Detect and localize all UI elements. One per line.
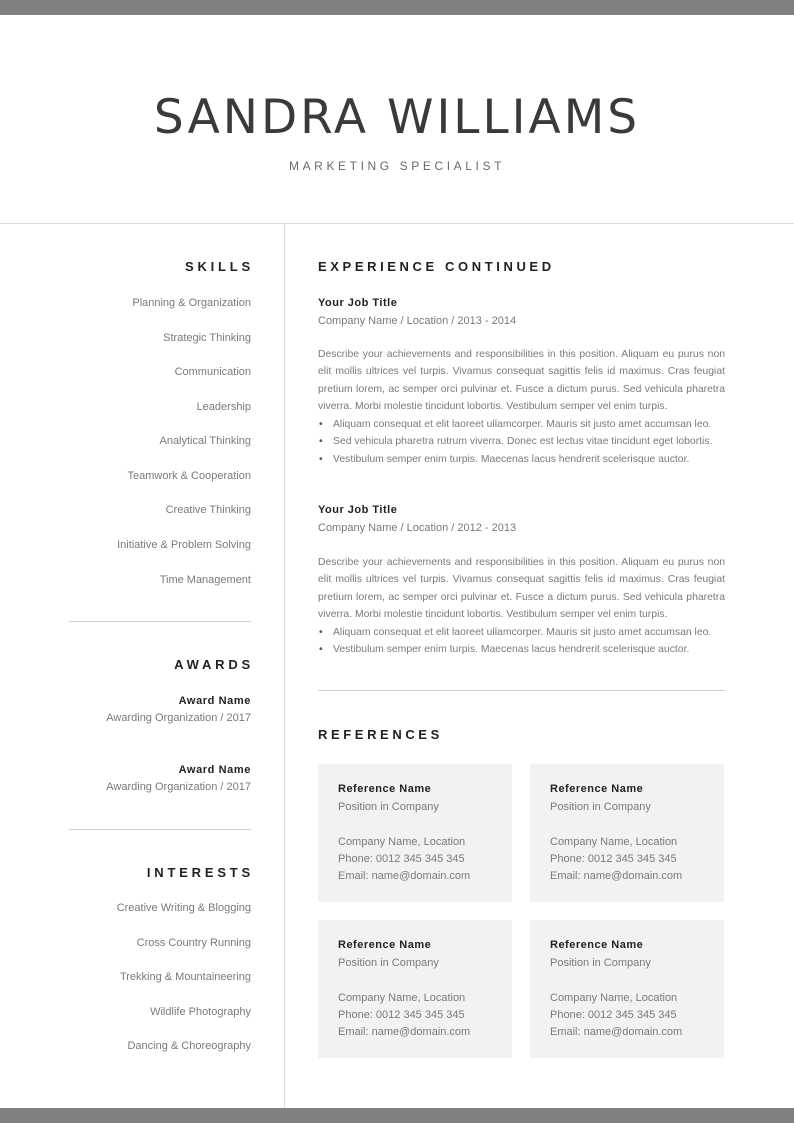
reference-company: Company Name, Location [550, 836, 678, 848]
experience-heading: EXPERIENCE CONTINUED [318, 259, 555, 274]
job-description: Describe your achievements and responsibilities in this position. Aliquam eu purus non elit mollis ultrices vel turpis. Vivamus consequat sagittis felis id maximus. Cras feugiat pretium lorem, ac semper orci pulvinar et. Fusce a dictum purus. Sed vehicula pharetra viverra. Morbi molestie tincidunt lobortis. Vestibulum semper vel enim turpis. [318, 349, 725, 413]
bottom-bar [0, 1108, 794, 1123]
reference-card [318, 764, 512, 902]
skill-item: Initiative & Problem Solving [117, 539, 251, 551]
reference-email: Email: name@domain.com [550, 870, 683, 882]
skill-item: Communication [174, 366, 251, 378]
award-name: Award Name [178, 695, 251, 707]
reference-email: Email: name@domain.com [550, 1026, 683, 1038]
skill-item: Planning & Organization [132, 297, 251, 309]
reference-phone: Phone: 0012 345 345 345 [338, 853, 465, 865]
job-role: MARKETING SPECIALIST [288, 159, 506, 173]
award-name: Award Name [178, 764, 251, 776]
job-company: Company Name / Location / 2012 - 2013 [318, 522, 517, 534]
skills-divider [69, 621, 251, 622]
reference-email: Email: name@domain.com [338, 870, 471, 882]
column-divider [284, 224, 285, 1108]
award-organization: Awarding Organization / 2017 [106, 712, 251, 724]
experience-divider [318, 690, 725, 691]
reference-card [530, 920, 724, 1058]
reference-card [318, 920, 512, 1058]
skill-item: Creative Thinking [165, 504, 251, 516]
interest-item: Trekking & Mountaineering [119, 971, 251, 983]
award-organization: Awarding Organization / 2017 [106, 781, 251, 793]
reference-company: Company Name, Location [550, 992, 678, 1004]
reference-name: Reference Name [338, 783, 432, 795]
job-title: Your Job Title [318, 504, 398, 516]
interests-heading: INTERESTS [146, 865, 254, 880]
job-bullet: • Aliquam consequat et elit laoreet ullamcorper. Mauris sit justo amet accumsan leo. [318, 624, 725, 641]
job-bullet: • Aliquam consequat et elit laoreet ullamcorper. Mauris sit justo amet accumsan leo. [318, 416, 725, 433]
reference-company: Company Name, Location [338, 836, 466, 848]
skill-item: Time Management [159, 574, 251, 586]
job-bullet: • Sed vehicula pharetra rutrum viverra. Donec est lectus vitae tincidunt eget lobortis. [318, 433, 725, 450]
interest-item: Cross Country Running [136, 937, 251, 949]
skill-item: Leadership [196, 401, 251, 413]
skill-item: Analytical Thinking [159, 435, 251, 447]
job-bullets [318, 624, 725, 659]
reference-name: Reference Name [550, 783, 644, 795]
skill-item: Strategic Thinking [163, 332, 251, 344]
job-bullet: • Vestibulum semper enim turpis. Maecenas lacus hendrerit scelerisque auctor. [318, 451, 725, 468]
reference-name: Reference Name [550, 939, 644, 951]
reference-company: Company Name, Location [338, 992, 466, 1004]
reference-phone: Phone: 0012 345 345 345 [338, 1009, 465, 1021]
awards-divider [69, 829, 251, 830]
job-title: Your Job Title [318, 297, 398, 309]
reference-email: Email: name@domain.com [338, 1026, 471, 1038]
reference-card [530, 764, 724, 902]
interest-item: Creative Writing & Blogging [116, 902, 251, 914]
candidate-name: SANDRA WILLIAMS [153, 90, 641, 145]
skills-heading: SKILLS [184, 259, 254, 274]
job-description: Describe your achievements and responsibilities in this position. Aliquam eu purus non elit mollis ultrices vel turpis. Vivamus consequat sagittis felis id maximus. Cras feugiat pretium lorem, ac semper orci pulvinar et. Fusce a dictum purus. Sed vehicula pharetra viverra. Morbi molestie tincidunt lobortis. Vestibulum semper vel enim turpis. [318, 557, 725, 621]
header-divider [0, 223, 794, 224]
reference-position: Position in Company [338, 801, 439, 813]
top-bar [0, 0, 794, 15]
reference-phone: Phone: 0012 345 345 345 [550, 1009, 677, 1021]
job-company: Company Name / Location / 2013 - 2014 [318, 315, 517, 327]
reference-position: Position in Company [550, 801, 651, 813]
reference-position: Position in Company [550, 957, 651, 969]
reference-name: Reference Name [338, 939, 432, 951]
references-heading: REFERENCES [318, 727, 443, 742]
interest-item: Dancing & Choreography [127, 1040, 251, 1052]
awards-heading: AWARDS [174, 657, 254, 672]
job-bullets [318, 416, 725, 468]
job-bullet: • Vestibulum semper enim turpis. Maecenas lacus hendrerit scelerisque auctor. [318, 641, 725, 658]
skill-item: Teamwork & Cooperation [127, 470, 251, 482]
reference-position: Position in Company [338, 957, 439, 969]
interest-item: Wildlife Photography [150, 1006, 251, 1018]
reference-phone: Phone: 0012 345 345 345 [550, 853, 677, 865]
